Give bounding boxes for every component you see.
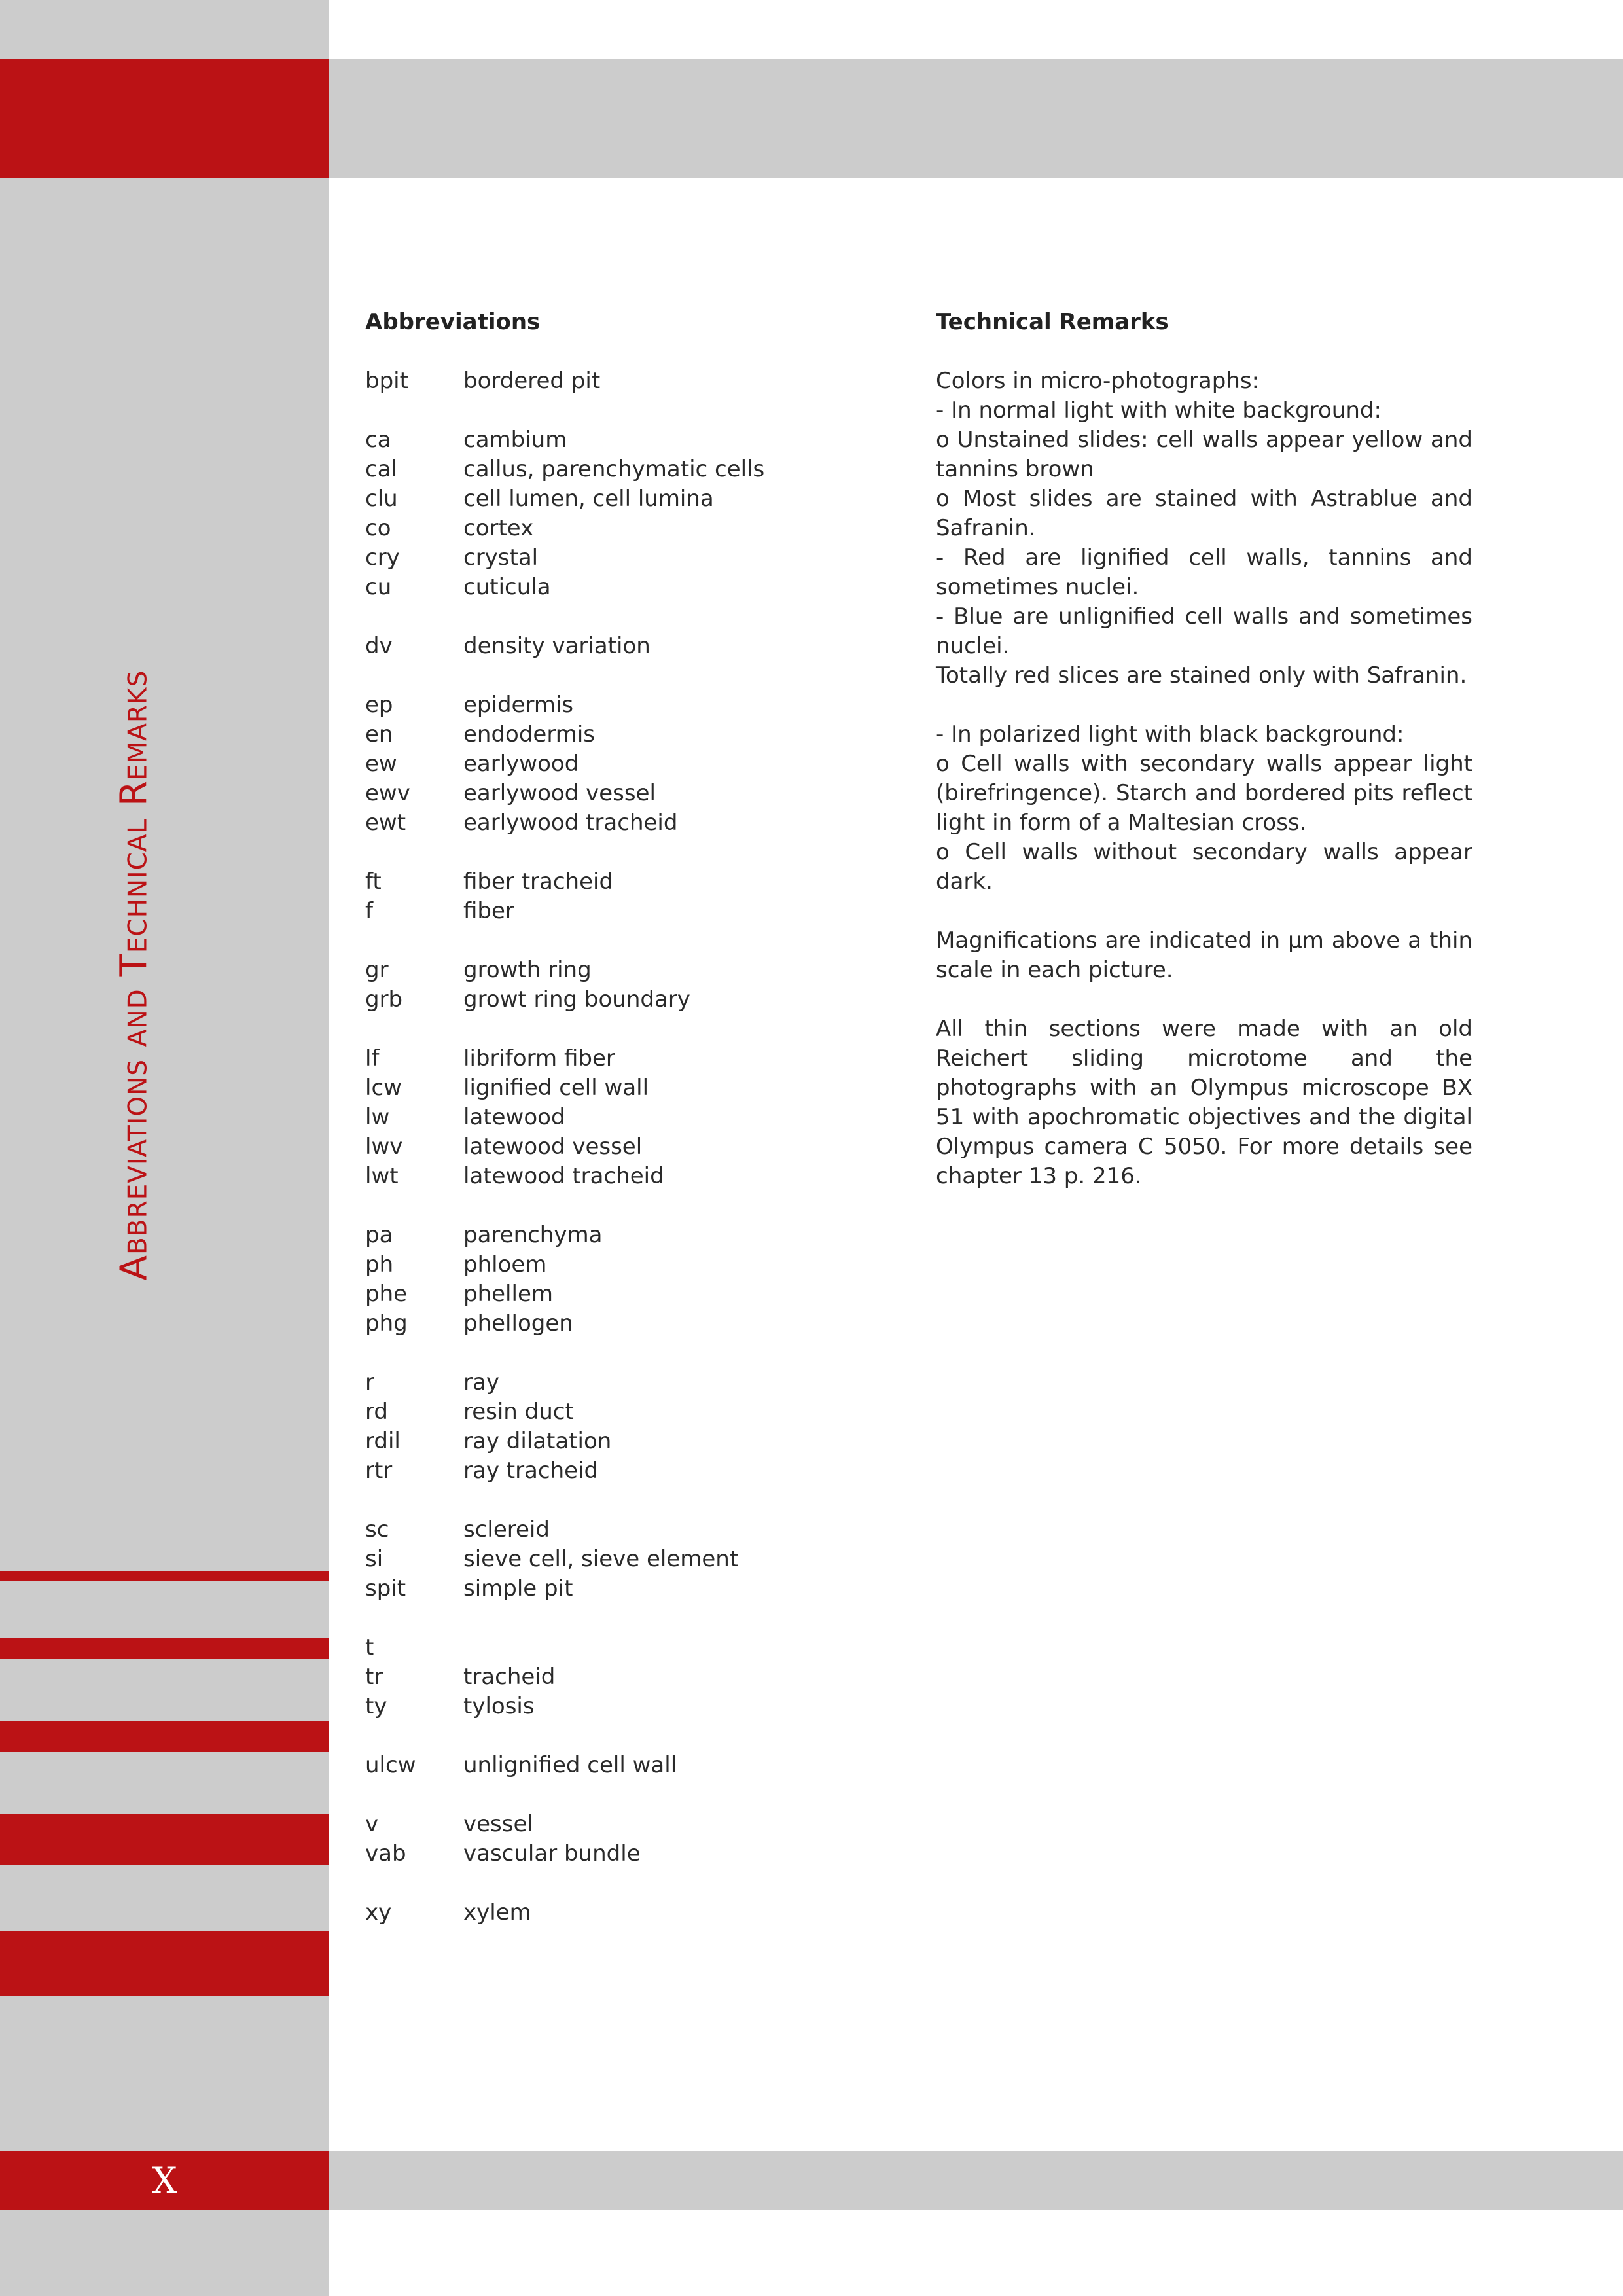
abbreviation-row: [365, 1368, 876, 1397]
abbreviation-code: ew: [365, 751, 397, 777]
abbreviation-term: ray dilatation: [463, 1428, 612, 1454]
remark-line: Magnifications are indicated in µm above a thin scale in each picture.: [936, 927, 1472, 983]
abbreviation-term: ray: [463, 1369, 499, 1395]
abbreviation-code: bpit: [365, 368, 408, 394]
abbreviation-row: [365, 1633, 876, 1662]
abbreviation-row: [365, 720, 876, 749]
abbreviation-row: [365, 514, 876, 543]
abbreviation-term: parenchyma: [463, 1222, 603, 1248]
remark-line: o Cell walls without secondary walls appear dark.: [936, 839, 1472, 895]
decorative-stripe: [0, 1571, 329, 1581]
abbreviation-row: [365, 867, 876, 897]
abbreviation-term: phellem: [463, 1281, 553, 1307]
abbreviation-row: [365, 1427, 876, 1456]
abbreviation-code: ty: [365, 1693, 387, 1719]
abbreviation-row: [365, 1103, 876, 1132]
group-spacer: [365, 602, 876, 632]
abbreviation-term: epidermis: [463, 692, 574, 718]
abbreviation-row: [365, 1751, 876, 1780]
abbreviation-code: cry: [365, 545, 400, 571]
abbreviation-term: sclereid: [463, 1516, 550, 1543]
group-spacer: [365, 1721, 876, 1751]
abbreviation-term: latewood vessel: [463, 1134, 643, 1160]
abbreviation-row: [365, 1250, 876, 1280]
abbreviation-row: [365, 425, 876, 455]
abbreviations-heading: Abbreviations: [365, 309, 541, 335]
abbreviation-row: [365, 1898, 876, 1928]
bottom-grey-bar: [329, 2151, 1623, 2210]
remark-line: - In normal light with white background:: [936, 397, 1382, 423]
group-spacer: [365, 1014, 876, 1044]
group-spacer: [365, 396, 876, 425]
abbreviation-term: unlignified cell wall: [463, 1752, 677, 1778]
technical-remarks-body: [936, 367, 1472, 1191]
abbreviation-code: phg: [365, 1310, 408, 1336]
abbreviation-row: [365, 1692, 876, 1721]
remark-line: - Blue are unlignified cell walls and sometimes nuclei.: [936, 603, 1472, 659]
abbreviation-row: [365, 1515, 876, 1545]
abbreviation-term: vascular bundle: [463, 1840, 641, 1867]
group-spacer: [365, 1604, 876, 1633]
remark-line: o Most slides are stained with Astrablue and Safranin.: [936, 486, 1472, 541]
abbreviation-term: phloem: [463, 1251, 547, 1278]
abbreviation-code: ulcw: [365, 1752, 416, 1778]
abbreviation-row: [365, 1044, 876, 1073]
abbreviation-term: fiber tracheid: [463, 869, 614, 895]
remark-block: [936, 720, 1472, 897]
abbreviation-row: [365, 573, 876, 602]
abbreviation-row: [365, 632, 876, 661]
abbreviation-term: growth ring: [463, 957, 592, 983]
remark-block: [936, 926, 1472, 985]
remark-line: Totally red slices are stained only with Safranin.: [936, 662, 1467, 689]
abbreviation-row: [365, 808, 876, 838]
abbreviation-code: en: [365, 721, 393, 747]
group-spacer: [365, 1191, 876, 1221]
remark-line: Colors in micro-photographs:: [936, 368, 1260, 394]
remark-line: - In polarized light with black background:: [936, 721, 1404, 747]
abbreviation-code: v: [365, 1811, 379, 1837]
abbreviation-row: [365, 1810, 876, 1839]
abbreviation-code: gr: [365, 957, 389, 983]
abbreviation-term: growt ring boundary: [463, 986, 690, 1013]
abbreviation-code: lwv: [365, 1134, 403, 1160]
abbreviation-code: rd: [365, 1399, 388, 1425]
abbreviation-term: earlywood vessel: [463, 780, 656, 806]
abbreviation-code: cal: [365, 456, 397, 482]
abbreviation-term: tylosis: [463, 1693, 535, 1719]
abbreviation-code: co: [365, 515, 391, 541]
abbreviation-row: [365, 1280, 876, 1309]
abbreviation-term: latewood: [463, 1104, 565, 1130]
abbreviation-code: cu: [365, 574, 392, 600]
abbreviation-term: density variation: [463, 633, 651, 659]
abbreviation-row: [365, 1574, 876, 1604]
remark-line: All thin sections were made with an old Reichert sliding microtome and the photographs with an Olympus microscope BX 51 with apochromatic objectives and the digital Olympus camera C 5050. For more details see chapter 13 p. 216.: [936, 1016, 1472, 1189]
abbreviation-term: resin duct: [463, 1399, 574, 1425]
group-spacer: [365, 1338, 876, 1368]
abbreviation-row: [365, 1221, 876, 1250]
abbreviation-term: phellogen: [463, 1310, 573, 1336]
remark-block: [936, 367, 1472, 691]
remark-line: o Cell walls with secondary walls appear light (birefringence). Starch and bordered pits reflect light in form of a Maltesian cross.: [936, 751, 1472, 836]
abbreviation-code: phe: [365, 1281, 408, 1307]
abbreviation-term: latewood tracheid: [463, 1163, 664, 1189]
abbreviation-code: t: [365, 1634, 374, 1660]
abbreviation-term: crystal: [463, 545, 539, 571]
abbreviation-code: r: [365, 1369, 374, 1395]
abbreviation-term: callus, parenchymatic cells: [463, 456, 765, 482]
abbreviation-code: ep: [365, 692, 393, 718]
abbreviation-code: lw: [365, 1104, 390, 1130]
abbreviation-row: [365, 956, 876, 985]
remark-line: - Red are lignified cell walls, tannins and sometimes nuclei.: [936, 545, 1472, 600]
abbreviation-code: f: [365, 898, 373, 924]
decorative-stripe: [0, 1931, 329, 1996]
group-spacer: [365, 1486, 876, 1515]
remark-line: o Unstained slides: cell walls appear yellow and tannins brown: [936, 427, 1472, 482]
abbreviation-row: [365, 1662, 876, 1692]
group-spacer: [365, 1780, 876, 1810]
abbreviation-row: [365, 1456, 876, 1486]
page-number: X: [152, 2159, 177, 2201]
abbreviation-term: cuticula: [463, 574, 551, 600]
decorative-stripe: [0, 1721, 329, 1752]
abbreviation-code: grb: [365, 986, 403, 1013]
abbreviation-code: ft: [365, 869, 382, 895]
abbreviation-term: libriform fiber: [463, 1045, 615, 1071]
abbreviation-code: ca: [365, 427, 391, 453]
group-spacer: [365, 926, 876, 956]
abbreviation-row: [365, 1132, 876, 1162]
abbreviation-code: rdil: [365, 1428, 401, 1454]
abbreviation-code: vab: [365, 1840, 406, 1867]
abbreviation-code: tr: [365, 1664, 383, 1690]
abbreviation-code: lwt: [365, 1163, 399, 1189]
abbreviation-term: earlywood: [463, 751, 579, 777]
abbreviation-row: [365, 749, 876, 779]
abbreviation-code: ewt: [365, 810, 406, 836]
abbreviation-row: [365, 985, 876, 1014]
abbreviation-row: [365, 691, 876, 720]
top-red-bar: [0, 59, 329, 178]
abbreviation-code: dv: [365, 633, 393, 659]
abbreviation-row: [365, 484, 876, 514]
group-spacer: [365, 1869, 876, 1898]
technical-remarks-section: [936, 308, 1472, 1221]
side-title: Abbreviations and Technical Remarks: [113, 670, 156, 1281]
abbreviations-list: [365, 367, 876, 1928]
abbreviation-code: si: [365, 1546, 383, 1572]
top-grey-bar: [329, 59, 1623, 178]
abbreviation-row: [365, 1309, 876, 1338]
abbreviation-code: ewv: [365, 780, 410, 806]
abbreviation-code: lcw: [365, 1075, 402, 1101]
abbreviation-row: [365, 1545, 876, 1574]
abbreviation-code: xy: [365, 1899, 392, 1926]
abbreviation-code: sc: [365, 1516, 389, 1543]
remark-block: [936, 1014, 1472, 1191]
group-spacer: [365, 838, 876, 867]
abbreviation-row: [365, 543, 876, 573]
bottom-red-bar: [0, 2151, 329, 2210]
abbreviation-row: [365, 1162, 876, 1191]
group-spacer: [365, 661, 876, 691]
abbreviation-row: [365, 1839, 876, 1869]
abbreviation-term: cell lumen, cell lumina: [463, 486, 714, 512]
abbreviation-term: cambium: [463, 427, 567, 453]
abbreviation-term: ray tracheid: [463, 1458, 599, 1484]
abbreviation-row: [365, 455, 876, 484]
abbreviation-term: lignified cell wall: [463, 1075, 649, 1101]
abbreviation-term: xylem: [463, 1899, 531, 1926]
abbreviation-code: spit: [365, 1575, 406, 1602]
abbreviation-row: [365, 1397, 876, 1427]
technical-remarks-heading: Technical Remarks: [936, 309, 1169, 335]
decorative-stripe: [0, 1638, 329, 1659]
abbreviation-code: lf: [365, 1045, 380, 1071]
abbreviation-term: fiber: [463, 898, 514, 924]
abbreviation-code: ph: [365, 1251, 394, 1278]
abbreviation-term: vessel: [463, 1811, 533, 1837]
decorative-stripe: [0, 1814, 329, 1865]
abbreviations-section: [365, 308, 876, 1928]
abbreviation-term: endodermis: [463, 721, 596, 747]
abbreviation-code: pa: [365, 1222, 393, 1248]
abbreviation-row: [365, 367, 876, 396]
abbreviation-row: [365, 779, 876, 808]
abbreviation-term: bordered pit: [463, 368, 601, 394]
abbreviation-row: [365, 897, 876, 926]
abbreviation-code: clu: [365, 486, 398, 512]
abbreviation-term: cortex: [463, 515, 534, 541]
abbreviation-code: rtr: [365, 1458, 393, 1484]
abbreviation-term: tracheid: [463, 1664, 556, 1690]
abbreviation-term: simple pit: [463, 1575, 573, 1602]
abbreviation-term: earlywood tracheid: [463, 810, 678, 836]
abbreviation-row: [365, 1073, 876, 1103]
abbreviation-term: sieve cell, sieve element: [463, 1546, 739, 1572]
